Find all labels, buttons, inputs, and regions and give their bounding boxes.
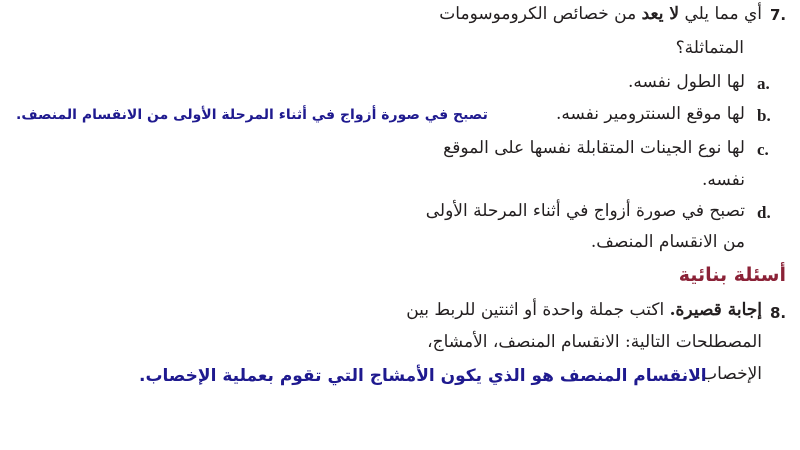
question-7-stem-post: من خصائص الكروموسومات [439,4,642,24]
question-7-number: 7. [770,6,787,24]
section-title: أسئلة بنائية [678,264,786,286]
question-8-number: 8. [770,304,787,322]
question-7-stem [439,4,762,24]
question-8-line-3: الإخصاب. [695,364,762,384]
option-c-letter: c. [757,140,769,159]
option-b-letter: b. [757,106,771,125]
question-7-stem-line-2: المتماثلة؟ [675,38,744,58]
option-d-letter: d. [757,203,771,222]
option-c-text-line-1: لها نوع الجينات المتقابلة نفسها على الموقع [443,138,745,158]
question-7-stem-pre: أي مما يلي [679,4,762,24]
option-a-text: لها الطول نفسه. [628,72,745,92]
question-7-answer: تصبح في صورة أزواج في أثناء المرحلة الأولى من الانقسام المنصف. [16,107,488,123]
question-8-line-1-text: اكتب جملة واحدة أو اثنتين للربط بين [406,300,670,320]
option-d-text-line-1: تصبح في صورة أزواج في أثناء المرحلة الأولى [425,201,745,221]
question-8-line-1 [406,300,762,320]
option-a-letter: a. [757,74,770,93]
question-8-answer: الانقسام المنصف هو الذي يكون الأمشاج التي تقوم بعملية الإخصاب. [139,366,707,386]
question-8-line-2: المصطلحات التالية: الانقسام المنصف، الأمشاج، [427,332,762,352]
option-d-text-line-2: من الانقسام المنصف. [590,232,745,252]
option-c-text-line-2: نفسه. [701,170,745,190]
question-7-stem-emphasis: لا يعد [641,4,680,24]
question-8-label: إجابة قصيرة. [669,300,762,320]
option-b-text: لها موقع السنترومير نفسه. [555,104,745,124]
